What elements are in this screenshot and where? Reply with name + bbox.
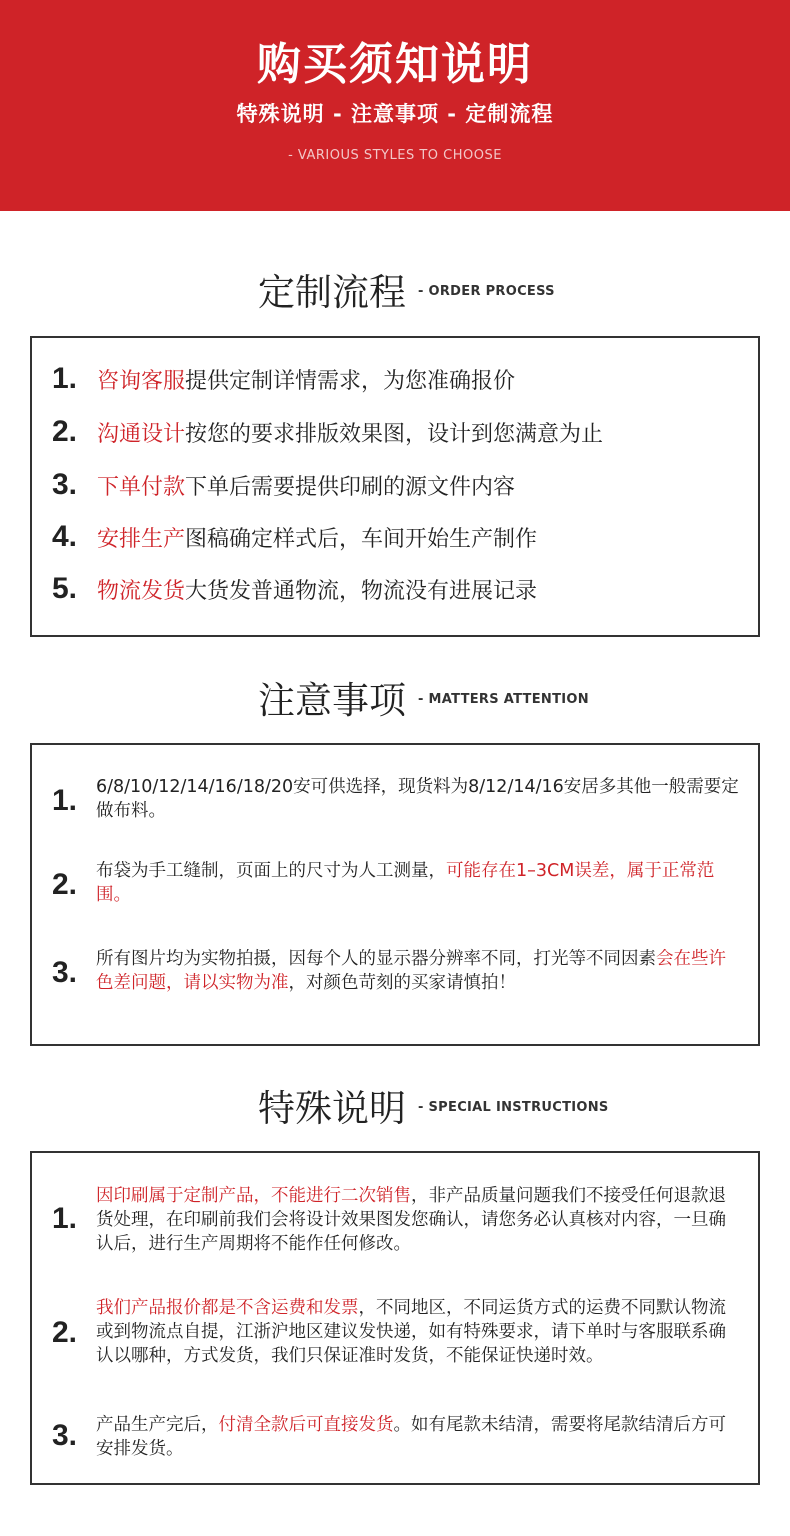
item-text: 产品生产完后， — [96, 1415, 219, 1435]
section-title-en: - SPECIAL INSTRUCTIONS — [418, 1100, 609, 1115]
item-highlight: 可能存在1–3CM误差，属于正常范围。 — [96, 861, 715, 905]
section-heading-process — [0, 262, 790, 322]
header-banner — [0, 0, 790, 211]
process-step — [52, 412, 603, 452]
item-highlight: 我们产品报价都是不含运费和发票 — [96, 1298, 359, 1318]
step-text: 图稿确定样式后，车间开始生产制作 — [185, 526, 538, 552]
item-text-tail: ，对颜色苛刻的买家请慎拍！ — [288, 973, 516, 993]
item-text: 所有图片均为实物拍摄，因每个人的显示器分辨率不同，打光等不同因素 — [96, 949, 656, 969]
item-text: 6/8/10/12/14/16/18/20安可供选择，现货料为8/12/14/16安居多其他一般需要定做布料。 — [96, 777, 739, 821]
special-item — [52, 1184, 742, 1260]
special-item — [52, 1413, 742, 1463]
section-heading-attention — [0, 670, 790, 730]
banner-subtitle: 特殊说明 - 注意事项 - 定制流程 — [236, 102, 554, 126]
item-highlight: 会在些许色差问题，请以实物为准 — [96, 949, 726, 993]
item-number: 3. — [52, 1419, 78, 1452]
step-number: 3. — [52, 468, 78, 501]
item-number: 3. — [52, 956, 78, 989]
attention-item — [52, 775, 742, 835]
step-number: 4. — [52, 520, 78, 553]
item-text: ，非产品质量问题我们不接受任何退款退货处理，在印刷前我们会将设计效果图发您确认，请您务必认真核对内容，一旦确认后，进行生产周期将不能作任何修改。 — [96, 1186, 726, 1254]
step-number: 5. — [52, 572, 78, 605]
special-box — [30, 1151, 760, 1485]
attention-box — [30, 743, 760, 1046]
process-box — [30, 336, 760, 637]
process-step — [52, 517, 537, 557]
item-number: 1. — [52, 784, 78, 817]
step-number: 1. — [52, 362, 78, 395]
section-title-zh: 特殊说明 — [258, 1087, 406, 1130]
item-number: 2. — [52, 1316, 78, 1349]
item-number: 1. — [52, 1202, 78, 1235]
step-text: 下单后需要提供印刷的源文件内容 — [185, 474, 516, 500]
step-text: 按您的要求排版效果图，设计到您满意为止 — [185, 421, 604, 447]
process-step — [52, 465, 515, 505]
item-number: 2. — [52, 868, 78, 901]
step-highlight: 沟通设计 — [97, 421, 186, 447]
item-text: 布袋为手工缝制，页面上的尺寸为人工测量， — [96, 861, 446, 881]
step-highlight: 安排生产 — [97, 526, 186, 552]
item-highlight: 因印刷属于定制产品，不能进行二次销售 — [96, 1186, 411, 1206]
section-title-zh: 注意事项 — [258, 679, 406, 722]
step-highlight: 下单付款 — [97, 474, 186, 500]
section-title-en: - ORDER PROCESS — [418, 284, 555, 299]
step-text: 大货发普通物流，物流没有进展记录 — [185, 578, 538, 604]
attention-item — [52, 859, 742, 919]
item-text: ，不同地区，不同运货方式的运费不同默认物流或到物流点自提，江浙沪地区建议发快递，如有特殊要求，请下单时与客服联系确认以哪种，方式发货，我们只保证准时发货，不能保证快递时效。 — [96, 1298, 726, 1366]
item-text-tail: 。如有尾款未结清，需要将尾款结清后方可安排发货。 — [96, 1415, 726, 1459]
attention-item — [52, 947, 742, 1007]
special-item — [52, 1296, 742, 1396]
item-highlight: 付清全款后可直接发货 — [218, 1415, 394, 1435]
section-title-en: - MATTERS ATTENTION — [418, 692, 589, 707]
step-text: 提供定制详情需求，为您准确报价 — [185, 368, 516, 394]
process-step — [52, 359, 515, 399]
step-highlight: 物流发货 — [97, 578, 186, 604]
section-heading-special — [0, 1078, 790, 1138]
banner-title: 购买须知说明 — [257, 39, 533, 90]
section-title-zh: 定制流程 — [258, 271, 406, 314]
step-highlight: 咨询客服 — [97, 368, 186, 394]
banner-english-tagline: - VARIOUS STYLES TO CHOOSE — [288, 148, 502, 163]
step-number: 2. — [52, 415, 78, 448]
process-step — [52, 569, 537, 609]
